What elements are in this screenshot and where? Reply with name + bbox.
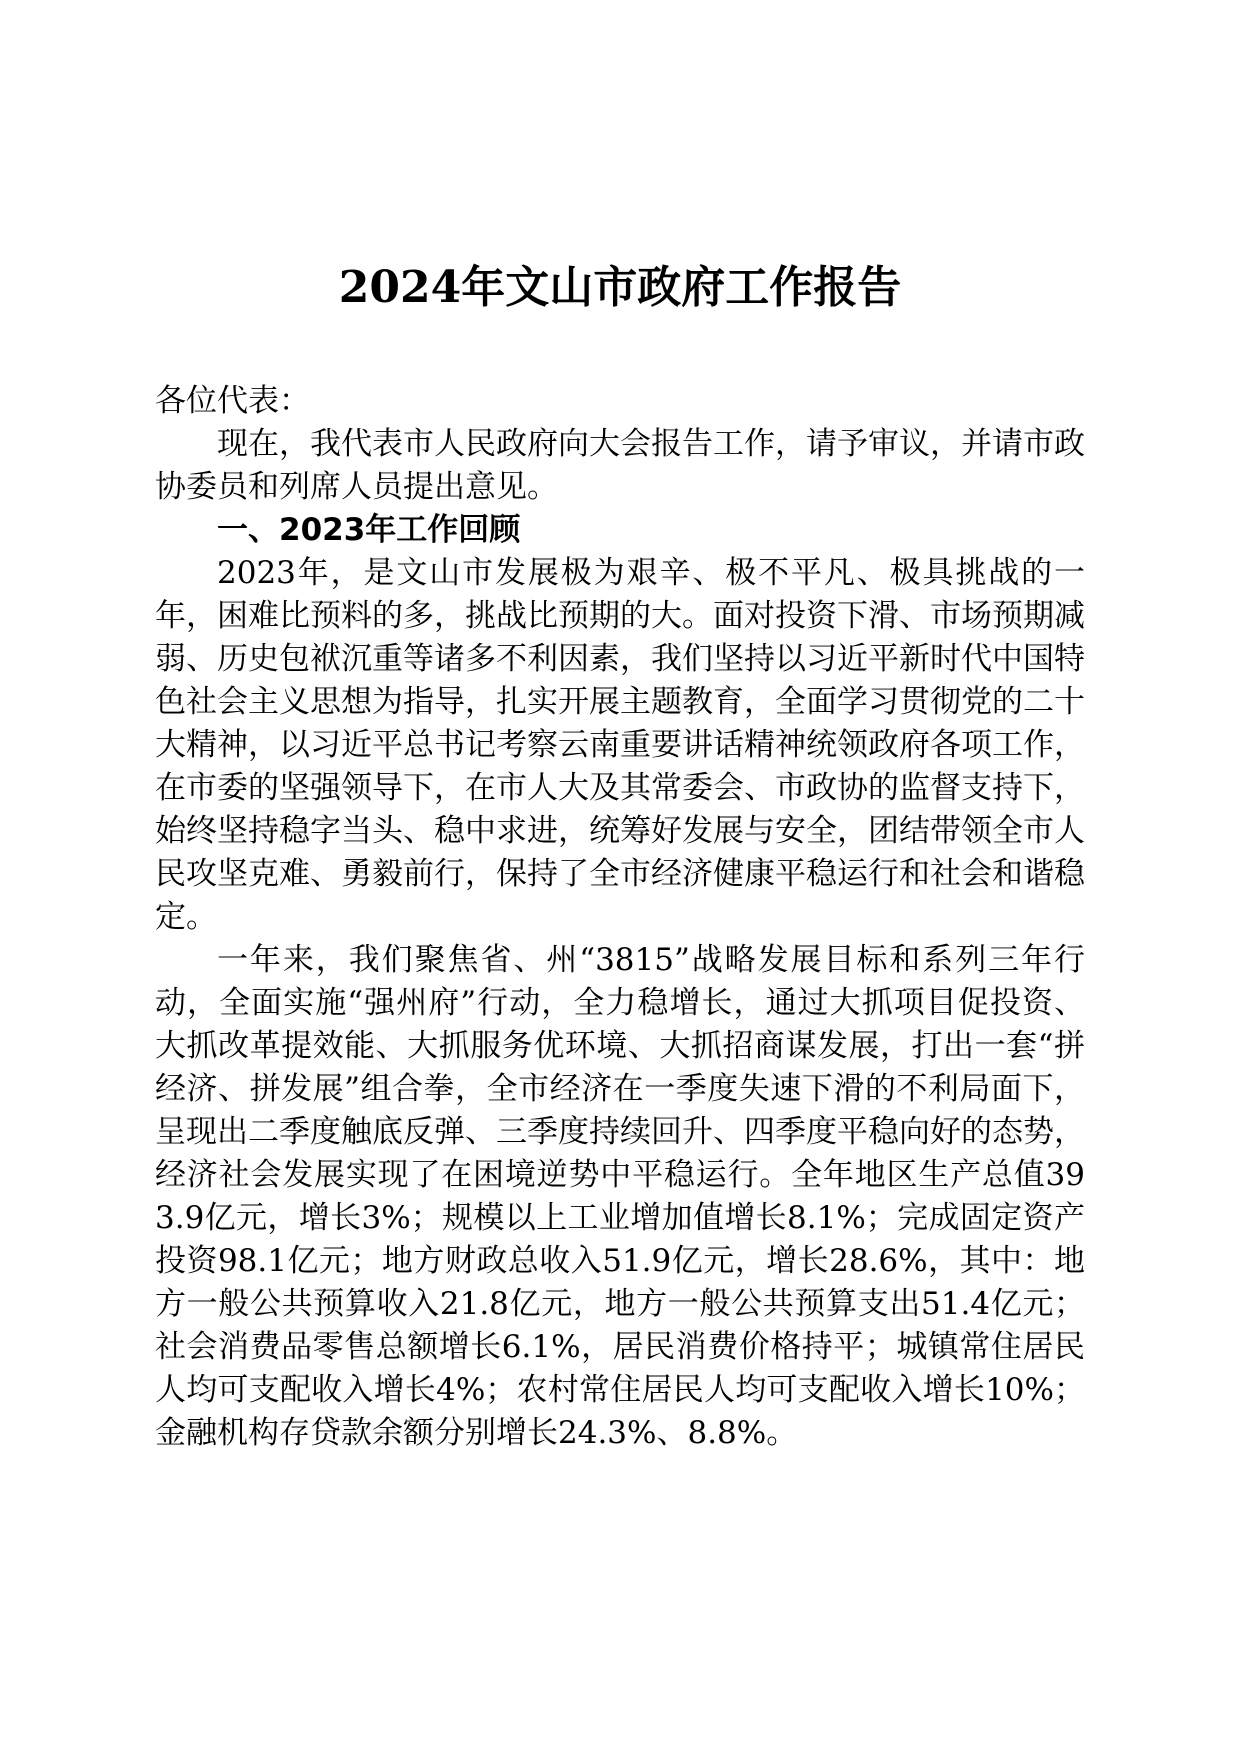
section-heading: 一、2023年工作回顾 [217,512,521,548]
opening-paragraph: 现在，我代表市人民政府向大会报告工作，请予审议，并请市政协委员和列席人员提出意见。 [155,426,1085,505]
review-paragraph: 2023年，是文山市发展极为艰辛、极不平凡、极具挑战的一年，困难比预料的多，挑战比预期的大。面对投资下滑、市场预期减弱、历史包袱沉重等诸多不利因素，我们坚持以习近平新时代中国特色社会主义思想为指导，扎实开展主题教育，全面学习贯彻党的二十大精神，以习近平总书记考察云南重要讲话精神统领政府各项工作，在市委的坚强领导下，在市人大及其常委会、市政协的监督支持下，始终坚持稳字当头、稳中求进，统筹好发展与安全，团结带领全市人民攻坚克难、勇毅前行，保持了全市经济健康平稳运行和社会和谐稳定。 [155,555,1085,935]
document-title: 2024年文山市政府工作报告 [338,262,902,313]
economy-paragraph: 一年来，我们聚焦省、州“3815”战略发展目标和系列三年行动，全面实施“强州府”行动，全力稳增长，通过大抓项目促投资、大抓改革提效能、大抓服务优环境、大抓招商谋发展，打出一套“拼经济、拼发展”组合拳，全市经济在一季度失速下滑的不利局面下，呈现出二季度触底反弹、三季度持续回升、四季度平稳向好的态势，经济社会发展实现了在困境逆势中平稳运行。全年地区生产总值393.9亿元，增长3%；规模以上工业增加值增长8.1%；完成固定资产投资98.1亿元；地方财政总收入51.9亿元，增长28.6%，其中：地方一般公共预算收入21.8亿元，地方一般公共预算支出51.4亿元；社会消费品零售总额增长6.1%，居民消费价格持平；城镇常住居民人均可支配收入增长4%；农村常住居民人均可支配收入增长10%；金融机构存贷款余额分别增长24.3%、8.8%。 [155,942,1085,1451]
salutation: 各位代表： [155,383,310,419]
document-page [155,0,1085,1754]
document-body [155,380,1085,1455]
